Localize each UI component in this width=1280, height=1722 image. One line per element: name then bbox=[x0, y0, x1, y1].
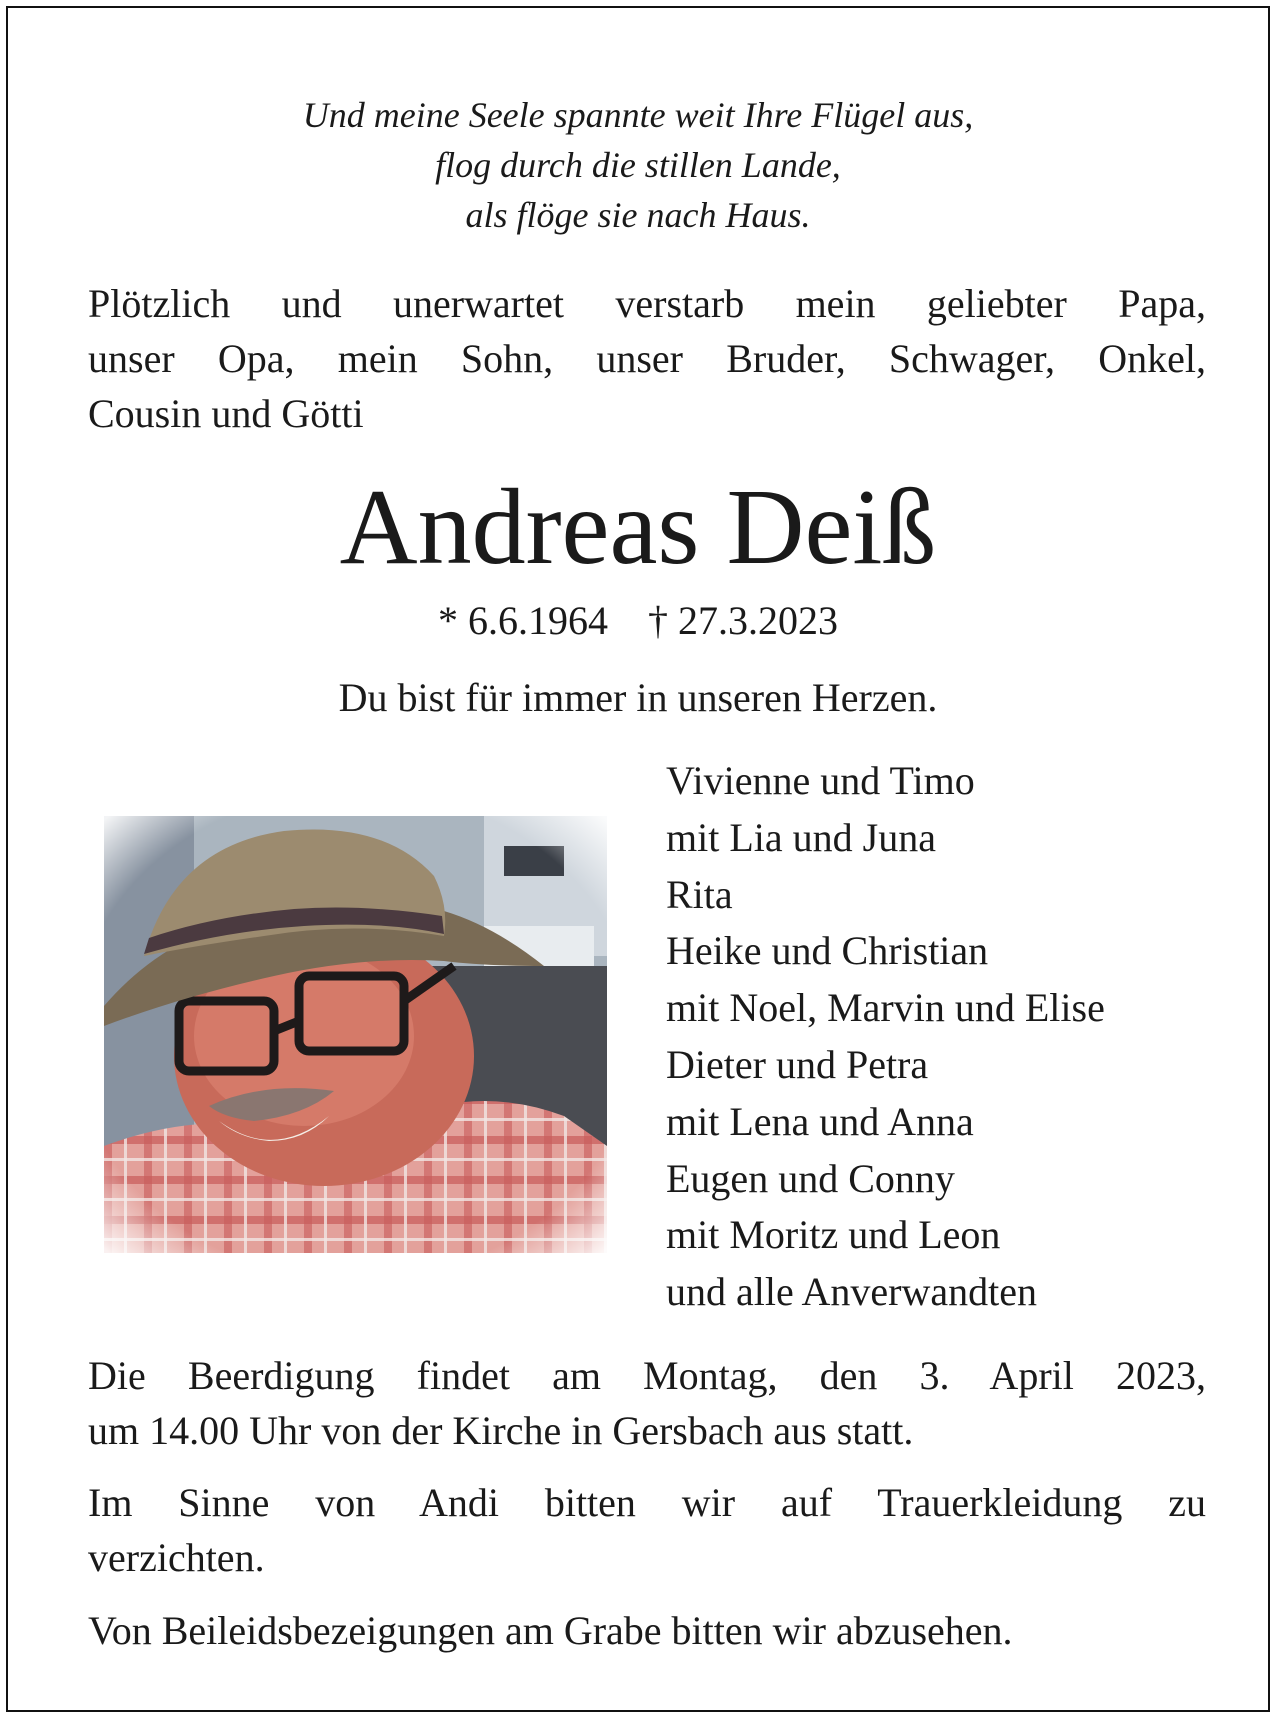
intro-line: Plötzlich und unerwartet verstarb mein geliebter Papa, bbox=[88, 281, 1206, 326]
mourners-list bbox=[666, 753, 1105, 1321]
condolence-note: Von Beileidsbezeigungen am Grabe bitten wir abzusehen. bbox=[88, 1608, 1013, 1653]
portrait-photo bbox=[104, 816, 607, 1253]
quote-line: als flöge sie nach Haus. bbox=[465, 195, 811, 235]
request-line: Im Sinne von Andi bitten wir auf Trauerkleidung zu bbox=[88, 1480, 1206, 1525]
birth-date: * 6.6.1964 bbox=[438, 598, 608, 643]
clothing-request bbox=[88, 1475, 1206, 1585]
obituary-frame bbox=[6, 6, 1270, 1712]
mourner-line: mit Noel, Marvin und Elise bbox=[666, 985, 1105, 1031]
mourner-line: Dieter und Petra bbox=[666, 1041, 929, 1087]
mourner-line: und alle Anverwandten bbox=[666, 1269, 1037, 1315]
deceased-name: Andreas Deiß bbox=[339, 468, 937, 587]
intro-line: Cousin und Götti bbox=[88, 391, 364, 436]
mourner-line: mit Lena und Anna bbox=[666, 1098, 974, 1144]
mourner-line: Heike und Christian bbox=[666, 928, 989, 974]
mourner-line: Eugen und Conny bbox=[666, 1155, 955, 1201]
mourner-line: mit Lia und Juna bbox=[666, 814, 936, 860]
death-date: † 27.3.2023 bbox=[648, 598, 838, 643]
intro-line: unser Opa, mein Sohn, unser Bruder, Schwager, Onkel, bbox=[88, 336, 1206, 381]
quote-line: Und meine Seele spannte weit Ihre Flügel aus, bbox=[302, 95, 974, 135]
poem-quote bbox=[8, 90, 1268, 240]
request-line: verzichten. bbox=[88, 1535, 265, 1580]
funeral-line: um 14.00 Uhr von der Kirche in Gersbach aus statt. bbox=[88, 1408, 914, 1453]
intro-text bbox=[88, 276, 1206, 441]
life-dates bbox=[8, 596, 1268, 646]
motto: Du bist für immer in unseren Herzen. bbox=[338, 675, 938, 720]
funeral-line: Die Beerdigung findet am Montag, den 3. April 2023, bbox=[88, 1353, 1206, 1398]
mourner-line: Rita bbox=[666, 871, 733, 917]
mourner-line: mit Moritz und Leon bbox=[666, 1212, 1001, 1258]
quote-line: flog durch die stillen Lande, bbox=[435, 145, 841, 185]
mourner-line: Vivienne und Timo bbox=[666, 758, 975, 803]
funeral-info bbox=[88, 1348, 1206, 1458]
